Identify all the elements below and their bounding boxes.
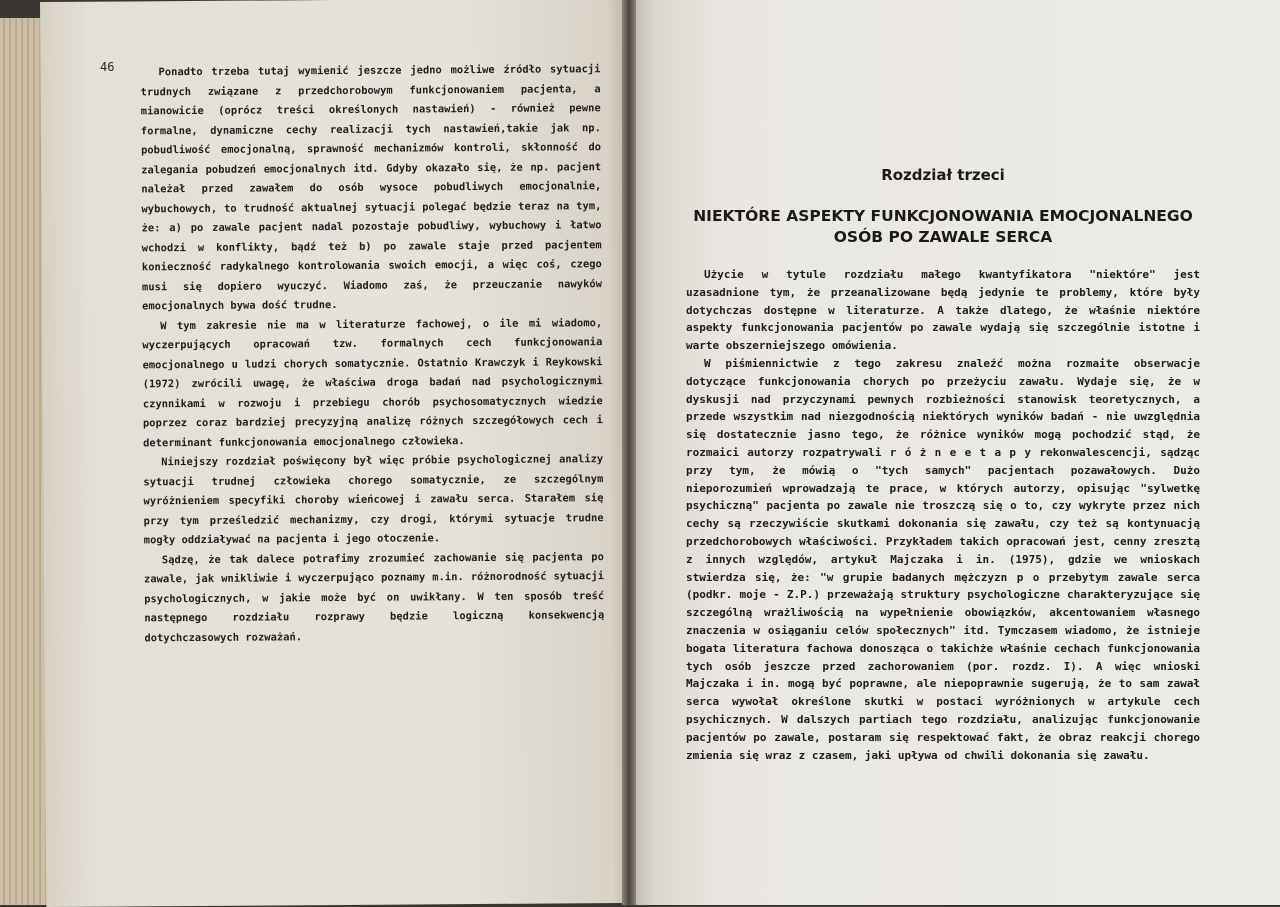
chapter-label: Rozdział trzeci (881, 166, 1005, 184)
right-paragraph: W piśmiennictwie z tego zakresu znaleźć można rozmaite obserwacje dotyczące funkcjonowania chorych po przeżyciu zawału. Wydaje się, że w dyskusji nad przyczynami pewnych rozbieżności stanowisk teoretycznych, a przede wszystkim nad niezgodnością niektórych wyników badań - nie uwzględnia się dostatecznie jasno tego, że różnice wyników mogą pochodzić stąd, że rozmaici autorzy rozpatrywali r ó ż n e e t a p y rekonwalescencji, sądząc przy tym, że mówią o "tych samych" pacjentach pozawałowych. Dużo nieporozumień wprowadzają te prace, w których autorzy, opisując "sylwetkę psychiczną" pacjenta po zawale nie troszczą się o to, czy wykryte przez nich cechy są rzeczywiście skutkami dokonania się zawału, czy też są kontynuacją przedchorobowych właściwości. Przykładem takich opracowań jest, cenny zresztą z innych względów, artykuł Majczaka i in. (1975), gdzie we wnioskach stwierdza się, że: "w grupie badanych mężczyzn p o przebytym zawale serca (podkr. moje - Z.P.) przeważają struktury psychologiczne charakteryzujące się szczególną wrażliwością na wypełnienie obowiązków, akcentowaniem własnego znaczenia w osiąganiu celów społecznych" itd. Tymczasem wiadomo, że istnieje bogata literatura fachowa donosząca o takichże właśnie cechach funkcjonowania tych osób jeszcze przed zachorowaniem (por. rozdz. I). A więc wnioski Majczaka i in. mogą być poprawne, ale niepoprawnie sugerują, że to sam zawał serca wywołał określone skutki w postaci wyróżnionych w artykule cech psychicznych. W dalszych partiach tego rozdziału, analizując funkcjonowanie pacjentów po zawale, postaram się respektować fakt, że obraz reakcji chorego zmienia się wraz z czasem, jaki upływa od chwili dokonania się zawału. (686, 356, 1200, 762)
right-page-body (686, 266, 1200, 764)
left-paragraph: Ponadto trzeba tutaj wymienić jeszcze jedno możliwe źródło sytuacji trudnych związane z przedchorobowym funkcjonowaniem pacjenta, a mianowicie (oprócz treści określonych nastawień) - również pewne formalne, dynamiczne cechy realizacji tych nastawień,takie jak np. pobudliwość emocjonalną, sprawność mechanizmów kontroli, skłonność do zalegania pobudzeń emocjonalnych itd. Gdyby okazało się, że np. pacjent należał przed zawałem do osób wysoce pobudliwych emocjonalnie, wybuchowych, to trudność aktualnej sytuacji polegać będzie teraz na tym, że: a) po zawale pacjent nadal pozostaje pobudliwy, wybuchowy i łatwo wchodzi w konflikty, bądź też b) po zawale staje przed pacjentem konieczność radykalnego kontrolowania swoich emocji, a więc coś, czego musi się dopiero wyuczyć. Wiadomo zaś, że przeuczanie nawyków emocjonalnych bywa dość trudne. (140, 63, 603, 313)
book-spine (622, 0, 636, 905)
right-paragraph: Użycie w tytule rozdziału małego kwantyfikatora "niektóre" jest uzasadnione tym, że przeanalizowane będą jedynie te problemy, które były dotychczas dostępne w literaturze. A także dlatego, że właśnie niektóre aspekty funkcjonowania pacjentów po zawale wydają się szczególnie istotne i warte obszerniejszego omówienia. (686, 268, 1200, 353)
left-paragraph: Niniejszy rozdział poświęcony był więc próbie psychologicznej analizy sytuacji trudnej człowieka chorego somatycznie, ze szczególnym wyróżnieniem specyfiki choroby wieńcowej i zawału serca. Starałem się przy tym prześledzić mechanizmy, czy drogi, którymi sytuacje trudne mogły oddziaływać na pacjenta i jego otoczenie. (143, 453, 604, 547)
left-paragraph: Sądzę, że tak dalece potrafimy zrozumieć zachowanie się pacjenta po zawale, jak wnikliwie i wyczerpująco poznamy m.in. różnorodność sytuacji psychologicznych, w jakie może być on uwikłany. W ten sposób treść następnego rozdziału rozprawy będzie logiczną konsekwencją dotychczasowych rozważań. (143, 550, 605, 644)
left-paragraph: W tym zakresie nie ma w literaturze fachowej, o ile mi wiadomo, wyczerpujących opracowań tzw. formalnych cech funkcjonowania emocjonalnego u ludzi chorych somatycznie. Ostatnio Krawczyk i Reykowski (1972) zwrócili uwagę, że właściwa droga badań nad psychologicznymi czynnikami w rozwoju i przebiegu chorób psychosomatycznych wiedzie poprzez coraz bardziej precyzyjną analizę różnych szczegółowych cech i determinant funkcjonowania emocjonalnego człowieka. (142, 316, 603, 449)
right-page (628, 0, 1280, 905)
chapter-title: NIEKTÓRE ASPEKTY FUNKCJONOWANIA EMOCJONALNEGO OSÓB PO ZAWALE SERCA (693, 207, 1193, 246)
left-page-body (140, 60, 604, 648)
page-number: 46 (100, 60, 115, 74)
left-page (40, 0, 636, 907)
